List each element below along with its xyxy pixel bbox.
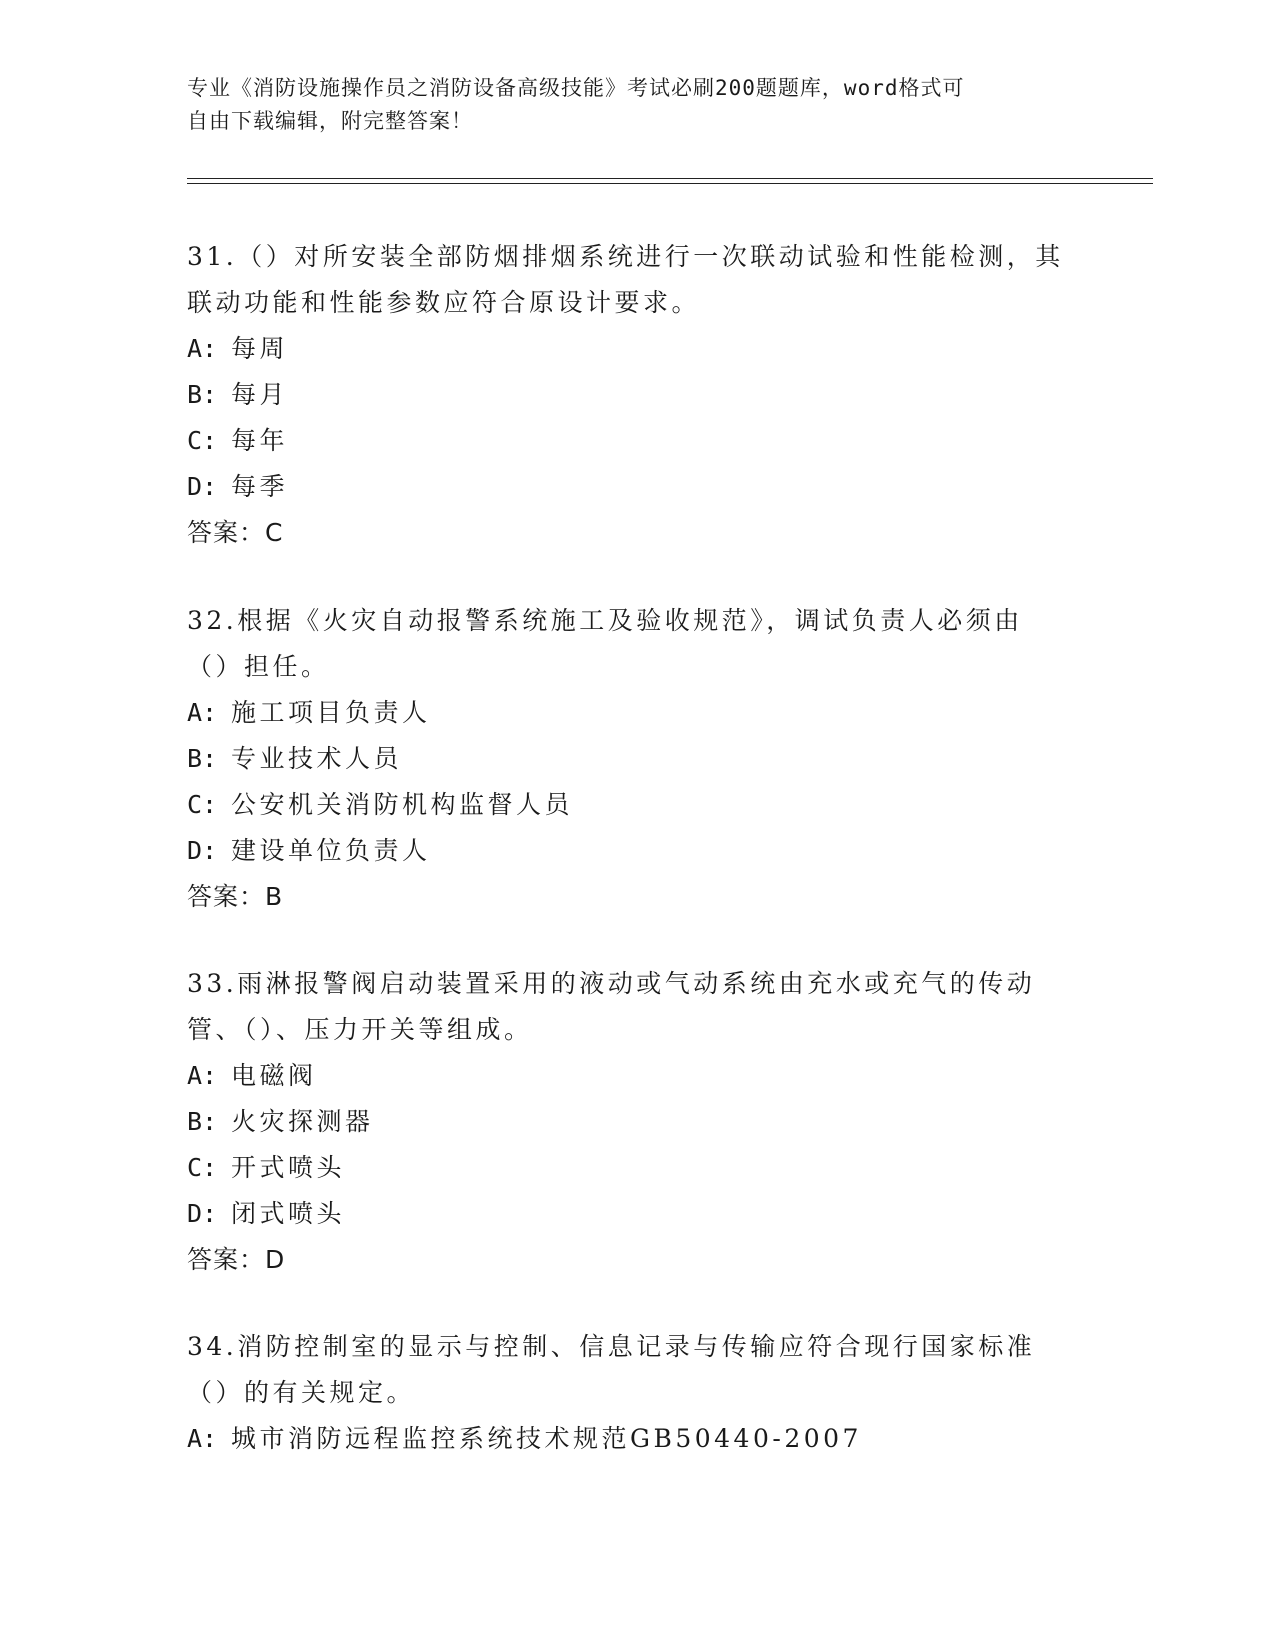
answer-line: 答案：B (187, 882, 284, 911)
option-letter: D: (187, 1199, 218, 1228)
option-letter: A: (187, 334, 218, 363)
option-letter: A: (187, 1424, 218, 1453)
option-b (187, 736, 1067, 782)
option-text: 每月 (231, 380, 289, 409)
option-text: 每季 (231, 472, 289, 501)
document-header (187, 72, 1067, 138)
question-34 (187, 1324, 1067, 1462)
option-text: 建设单位负责人 (231, 836, 431, 865)
option-c (187, 418, 1067, 464)
header-divider-top (187, 178, 1153, 179)
option-letter: A: (187, 698, 218, 727)
option-letter: C: (187, 426, 218, 455)
option-text: 火灾探测器 (231, 1107, 374, 1136)
question-33 (187, 961, 1067, 1283)
option-text: 公安机关消防机构监督人员 (231, 790, 574, 819)
option-d (187, 1191, 1067, 1237)
option-a (187, 690, 1067, 736)
option-letter: D: (187, 472, 218, 501)
option-b (187, 372, 1067, 418)
option-letter: C: (187, 1153, 218, 1182)
header-line-2: 自由下载编辑，附完整答案！ (187, 109, 473, 133)
header-divider-bottom (187, 183, 1153, 184)
option-c (187, 1145, 1067, 1191)
option-text: 每周 (231, 334, 289, 363)
question-text: 33.雨淋报警阀启动装置采用的液动或气动系统由充水或充气的传动管、（）、压力开关等组成。 (187, 969, 1036, 1044)
option-letter: C: (187, 790, 218, 819)
option-a (187, 1053, 1067, 1099)
option-a (187, 1416, 1067, 1462)
question-text: 34.消防控制室的显示与控制、信息记录与传输应符合现行国家标准（）的有关规定。 (187, 1332, 1036, 1407)
option-letter: B: (187, 380, 218, 409)
question-32 (187, 598, 1067, 920)
question-31 (187, 234, 1067, 556)
header-line-1: 专业《消防设施操作员之消防设备高级技能》考试必刷200题题库，word格式可 (187, 76, 965, 100)
question-text: 32.根据《火灾自动报警系统施工及验收规范》，调试负责人必须由（）担任。 (187, 606, 1023, 681)
answer-line: 答案：C (187, 518, 284, 547)
option-text: 闭式喷头 (231, 1199, 346, 1228)
question-text: 31.（）对所安装全部防烟排烟系统进行一次联动试验和性能检测，其联动功能和性能参数应符合原设计要求。 (187, 242, 1064, 317)
option-text: 每年 (231, 426, 289, 455)
option-letter: B: (187, 744, 218, 773)
option-letter: D: (187, 836, 218, 865)
option-c (187, 782, 1067, 828)
option-text: 电磁阀 (231, 1061, 317, 1090)
answer-line: 答案：D (187, 1245, 286, 1274)
option-d (187, 464, 1067, 510)
option-d (187, 828, 1067, 874)
option-letter: B: (187, 1107, 218, 1136)
option-a (187, 326, 1067, 372)
option-text: 开式喷头 (231, 1153, 346, 1182)
option-text: 施工项目负责人 (231, 698, 431, 727)
option-b (187, 1099, 1067, 1145)
option-text: 城市消防远程监控系统技术规范GB50440-2007 (231, 1424, 862, 1453)
option-letter: A: (187, 1061, 218, 1090)
option-text: 专业技术人员 (231, 744, 403, 773)
